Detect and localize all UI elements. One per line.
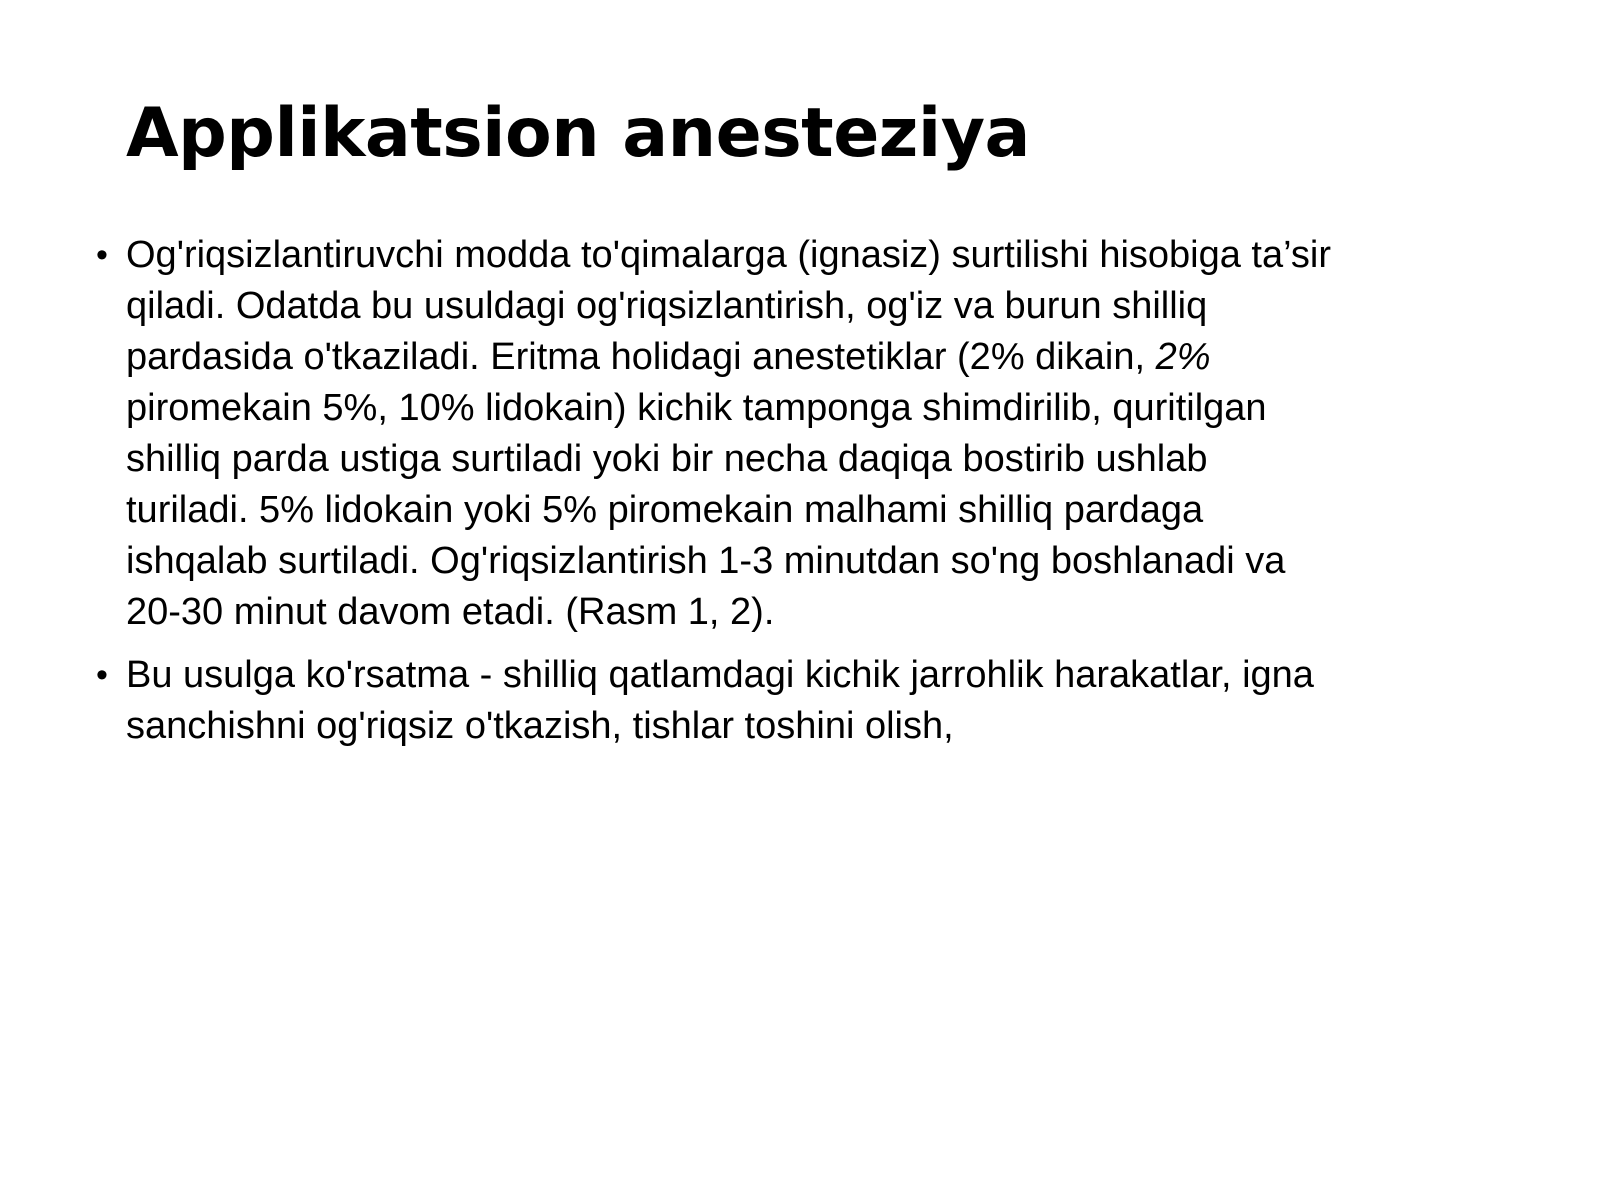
italic-percentage: 2% <box>1155 336 1211 378</box>
text-line: shilliq parda ustiga surtiladi yoki bir necha daqiqa bostirib ushlab <box>126 438 1208 480</box>
bullet-item-1 <box>96 230 1516 638</box>
text-line: 20-30 minut davom etadi. (Rasm 1, 2). <box>126 591 775 633</box>
text-line: sanchishni og'riqsiz o'tkazish, tishlar toshini olish, <box>126 705 954 747</box>
bullet-dot-icon: • <box>96 656 108 694</box>
bullet-text <box>126 230 1516 638</box>
text-line: qiladi. Odatda bu usuldagi og'riqsizlantirish, og'iz va burun shilliq <box>126 285 1208 327</box>
text-line: Og'riqsizlantiruvchi modda to'qimalarga (ignasiz) surtilishi hisobiga ta’sir <box>126 234 1331 276</box>
bullet-text <box>126 650 1516 752</box>
slide-title: Applikatsion anesteziya <box>126 94 1030 173</box>
bullet-dot-icon: • <box>96 236 108 274</box>
text-line: pardasida o'tkaziladi. Eritma holidagi anestetiklar (2% dikain, 2% <box>126 336 1211 378</box>
text-line: turiladi. 5% lidokain yoki 5% piromekain malhami shilliq pardaga <box>126 489 1204 531</box>
text-line: piromekain 5%, 10% lidokain) kichik tamponga shimdirilib, quritilgan <box>126 387 1267 429</box>
text-line: ishqalab surtiladi. Og'riqsizlantirish 1-3 minutdan so'ng boshlanadi va <box>126 540 1286 582</box>
bullet-list <box>96 230 1516 764</box>
bullet-item-2 <box>96 650 1516 752</box>
text-line: Bu usulga ko'rsatma - shilliq qatlamdagi kichik jarrohlik harakatlar, igna <box>126 654 1314 696</box>
